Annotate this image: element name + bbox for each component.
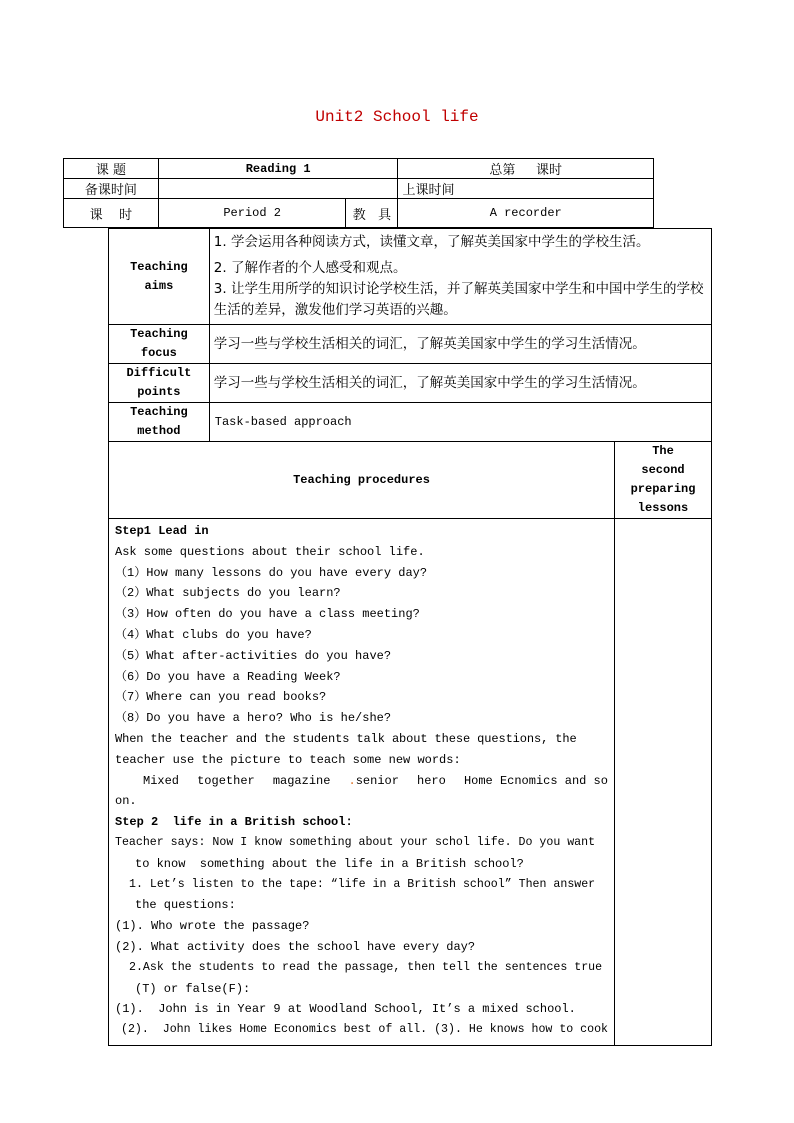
word-home-economics: Home Ecnomics and so [463,773,608,788]
aids-label: 教 具 [346,199,398,228]
row-aims [109,229,712,325]
tf-1: (1). John is in Year 9 at Woodland School, It’s a mixed school. [115,1002,576,1017]
question-8: （8）Do you have a hero? Who is he/she? [115,711,392,726]
method-content: Task-based approach [209,403,711,442]
step2-title: Step 2 life in a British school: [115,815,353,830]
row-procedures-header [109,442,712,519]
aids-value: A recorder [398,199,654,228]
question-7: （7）Where can you read books? [115,690,327,705]
word-hero: hero [417,773,446,788]
second-preparing-content [615,519,712,1046]
aim-3: 3. 让学生用所学的知识讨论学校生活，并了解英美国家中学生和中国中学生的学校生活的差异，激发他们学习英语的兴趣。 [213,281,704,318]
question-2: （2）What subjects do you learn? [115,586,341,601]
header-row-topic [64,159,654,179]
word-magazine: magazine [272,773,331,788]
question-6: （6）Do you have a Reading Week? [115,669,341,684]
aim-1: 1. 学会运用各种阅读方式，读懂文章，了解英美国家中学生的学校生活。 [213,234,650,250]
header-row-period [64,199,654,228]
header-table [63,158,654,228]
question-4: （4）What clubs do you have? [115,627,312,642]
focus-content: 学习一些与学校生活相关的词汇，了解英美国家中学生的学习生活情况。 [209,325,711,364]
method-label: Teaching method [109,403,210,442]
difficult-label: Difficult points [109,364,210,403]
header-row-time [64,179,654,199]
topic-value: Reading 1 [158,159,398,179]
when-line-2: teacher use the picture to teach some new words: [115,752,461,767]
answer-q2: (2). What activity does the school have every day? [115,939,476,954]
topic-label: 课 题 [64,159,159,179]
row-difficult [109,364,712,403]
words-end: on. [115,794,137,809]
step1-title: Step1 Lead in [115,524,209,538]
aims-content [209,229,711,325]
period-label: 课 时 [64,199,159,228]
procedures-label: Teaching procedures [109,442,615,519]
when-line-1: When the teacher and the students talk about these questions, the [115,731,577,746]
procedures-content [109,519,615,1046]
tf-2: (2). John likes Home Economics best of all. (3). He knows how to cook [121,1023,609,1037]
word-together: together [197,773,255,788]
prep-time-label: 备课时间 [64,179,159,199]
task2-line-1: 2.Ask the students to read the passage, then tell the sentences true [129,960,603,974]
word-senior: .senior [348,773,399,788]
new-words [115,771,608,792]
answer-q1: (1). Who wrote the passage? [115,919,310,934]
question-3: （3）How often do you have a class meeting? [115,607,420,622]
teacher-says-2: to know something about the life in a British school? [135,856,524,871]
period-value: Period 2 [158,199,346,228]
teacher-says-1: Teacher says: Now I know something about your schol life. Do you want [115,835,596,849]
question-5: （5）What after-activities do you have? [115,648,392,663]
page-title: Unit2 School life [315,108,479,126]
class-time-label: 上课时间 [398,179,654,199]
difficult-content: 学习一些与学校生活相关的词汇，了解英美国家中学生的学习生活情况。 [209,364,711,403]
aims-label: Teaching aims [109,229,210,325]
row-focus [109,325,712,364]
word-mixed: Mixed [143,773,180,788]
task1-line-2: the questions: [135,898,236,913]
aim-2: 2. 了解作者的个人感受和观点。 [213,260,407,276]
second-preparing-label: The second preparing lessons [615,442,712,519]
question-1: （1）How many lessons do you have every day? [115,565,428,580]
focus-label: Teaching focus [109,325,210,364]
prep-time-value [158,179,398,199]
row-procedures [109,519,712,1046]
step1-intro: Ask some questions about their school life. [115,544,425,559]
lesson-plan-table [108,228,712,1046]
task2-line-2: (T) or false(F): [135,981,251,996]
task1-line-1: 1. Let’s listen to the tape: “life in a British school” Then answer [129,877,596,891]
row-method [109,403,712,442]
lesson-total: 总第 课时 [398,159,654,179]
